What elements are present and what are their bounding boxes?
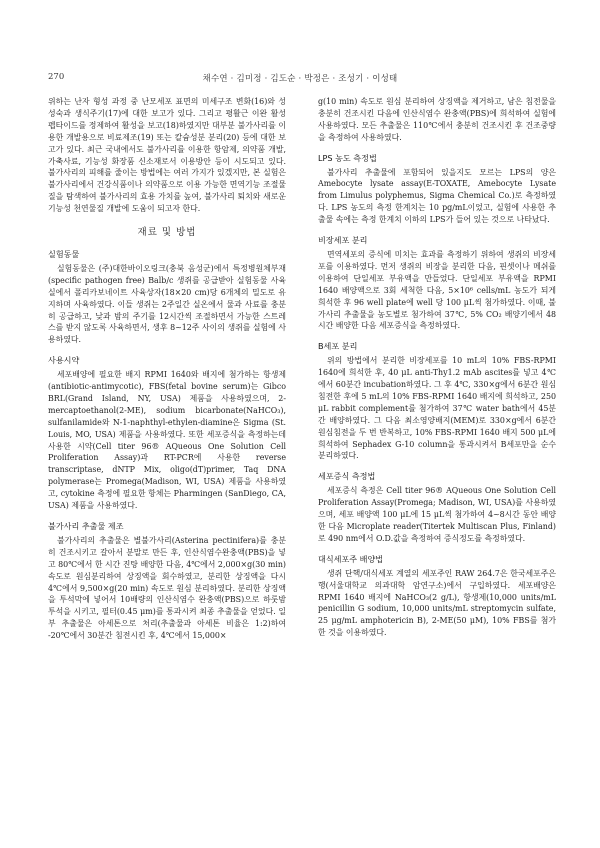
body-paragraph: 생쥐 단핵/대식세포 계열의 세포주인 RAW 264.7은 한국세포주은행(서울대학교 의과대학 암연구소)에서 구입하였다. 세포배양은 RPMI 1640 배지에 NaHCO₃(2 g/L), 항생제(10,000 units/mL penicillin G sodium, 10,000 units/mL streptomycin sulfate, 25 μg/mL amphotericin B), 2-ME(50 μM), 10% FBS를 첨가한 것을 이용하였다.	[318, 568, 556, 638]
body-paragraph: 면역세포의 증식에 미치는 효과를 측정하기 위하여 생쥐의 비장세포를 이용하였다. 먼저 생쥐의 비장을 분리한 다음, 핀셋이나 메쉬를 이용하여 단일세포 부유액을 만들었다. 단일세포 부유액을 RPMI 1640 배양액으로 3회 세척한 다음, 5×10⁶ cells/mL 농도가 되게 희석한 후 96 well plate에 well 당 100 μL씩 첨가하였다. 이때, 불가사리 추출물을 농도별로 첨가하여 37℃, 5% CO₂ 배양기에서 48시간 배양한 다음 세포증식을 측정하였다.	[318, 249, 556, 331]
section-title: 재료 및 방법	[137, 227, 197, 239]
subsection-heading: 비장세포 분리	[318, 235, 368, 246]
running-header	[48, 72, 552, 86]
subsection-heading: 대식세포주 배양법	[318, 553, 384, 564]
body-paragraph: 불가사리의 추출물은 별불가사리(Asterina pectinifera)를 충분히 건조시키고 갈아서 분말로 만든 후, 인산식염수완충액(PBS)을 넣고 80℃에서 한 시간 진탕 배양한 다음, 4℃에서 2,000×g(30 min) 속도로 원심분리하여 상징액을 회수하였고, 분리한 상징액을 다시 4℃에서 9,500×g(20 min) 속도로 원심 분리하였다. 분리한 상징액을 투석막에 넣어서 10배량의 인산식염수 완충액(PBS)으로 하룻밤 투석을 시키고, 필터(0.45 μm)를 통과시켜 최종 추출물을 얻었다. 일부 추출물은 아세톤으로 처리(추출물과 아세톤 비율은 1:2)하여 -20℃에서 30분간 침전시킨 후, 4℃에서 15,000×	[48, 535, 286, 641]
body-paragraph: 세포배양에 필요한 배지 RPMI 1640와 배지에 첨가하는 항생제(antibiotic-antimycotic), FBS(fetal bovine serum)는 Gibco BRL(Grand Island, NY, USA) 제품을 사용하였으며, 2-mercaptoethanol(2-ME), sodium bicarbonate(NaHCO₃), sulfanilamide와 N-1-naphthyl-ethylen-diamine은 Sigma (St. Louis, MO, USA) 제품을 사용하였다. 또한 세포증식을 측정하는데 사용한 시약(Cell titer 96® AQueous One Solution Cell Proliferation Assay)과 RT-PCR에 사용한 reverse transcriptase, dNTP Mix, oligo(dT)primer, Taq DNA polymerase는 Promega(Madison, WI, USA) 제품을 사용하였고, cytokine 측정에 필요한 항체는 Pharmingen (SanDiego, CA, USA) 제품을 사용하였다.	[48, 370, 286, 511]
right-column	[318, 96, 556, 639]
subsection-heading: 불가사리 추출물 제조	[48, 521, 124, 531]
body-paragraph: 위의 방법에서 분리한 비장세포를 10 mL의 10% FBS-RPMI 1640에 희석한 후, 40 μL anti-Thy1.2 mAb ascites를 넣고 4℃에서 60분간 incubation하였다. 그 후 4℃, 330×g에서 6분간 원심침전한 후에 5 mL의 10% FBS-RPMI 1640 배지에 희석하고, 250 μL rabbit complement를 첨가하여 37℃ water bath에서 45분간 배양하였다. 그 다음 최소영양배지(MEM)로 330×g에서 6분간 원심침전을 두 번 반복하고, 10% FBS-RPMI 1640 배지 500 μL에 희석하여 Sephadex G-10 column을 통과시켜서 B세포만을 순수 분리하였다.	[318, 356, 556, 461]
subsection-heading: 세포증식 측정법	[318, 471, 376, 482]
intro-paragraph: 위하는 난자 형성 과정 중 난모세포 표면의 미세구조 변화(16)와 성 성숙과 생식주기(17)에 대한 보고가 있다. 그리고 평활근 이완 활성 펩타이드를 정제하여 활성을 보고(18)하였지만 대부분 불가사리를 이용한 개발용으로 비료제조(19) 또는 칼슘성분 분리(20) 등에 대한 보고가 있다. 최근 국내에서도 불가사리를 이용한 항암제, 의약품 개발, 가축사료, 기능성 화장품 신소재로서 이용방안 등이 시도되고 있다. 불가사리의 피해를 줄이는 방법에는 여러 가지가 있겠지만, 본 실험은 불가사리에서 건강식품이나 의약품으로 이용 가능한 면역기능 조절물질을 탐색하여 불가사리의 효용 가치를 높여, 불가사리 퇴치와 새로운 기능성 천연물질 개발에 도움이 되고자 한다.	[48, 97, 286, 214]
subsection-heading: 사용시약	[48, 355, 80, 366]
body-paragraph: 불가사리 추출물에 포함되어 있을지도 모르는 LPS의 양은 Amebocyte lysate assay(E-TOXATE, Amebocyte Lysate from Limulus polyphemus, Sigma Chemical Co.)로 측정하였다. LPS 농도의 측정 한계치는 10 pg/mL이었고, 실험에 사용한 추출물 속에는 측정 한계치 이하의 LPS가 들어 있는 것으로 나타났다.	[318, 167, 556, 225]
subsection-heading: 실험동물	[48, 248, 80, 259]
left-column	[48, 96, 286, 642]
continued-paragraph: g(10 min) 속도로 원심 분리하여 상징액을 제거하고, 남은 침전물을 충분히 건조시킨 다음에 인산식염수 완충액(PBS)에 희석하여 실험에 사용하였다. 모든 추출물은 110℃에서 충분히 건조시킨 후 건조중량을 측정하여 사용하였다.	[318, 97, 556, 142]
subsection-heading: B세포 분리	[318, 341, 358, 352]
body-paragraph: 실험동물은 (주)대한바이오링크(충북 음성군)에서 특정병원체부재(specific pathogen free) Balb/c 생쥐를 공급받아 실험동물 사육실에서 폴리카보네이트 사육상자(18×20 cm)당 6개체의 밀도로 유지하며 사육하였다. 이들 생쥐는 2주일간 실온에서 물과 사료를 충분히 공급하고, 낮과 밤의 주기를 12시간씩 조절하면서 가능한 스트레스를 받지 않도록 사육하면서, 생후 8~12주 사이의 생쥐를 실험에 사용하였다.	[48, 263, 286, 345]
subsection-heading: LPS 농도 측정법	[318, 152, 377, 163]
page-number: 270	[48, 72, 65, 82]
body-paragraph: 세포증식 측정은 Cell titer 96® AQueous One Solution Cell Proliferation Assay(Promega; Madison, WI, USA)를 사용하였으며, 세포 배양액 100 μL에 15 μL씩 첨가하여 4~8시간 동안 배양한 다음 Microplate reader(Titertek Multiscan Plus, Finland)로 490 nm에서 O.D.값을 측정하여 증식정도를 측정하였다.	[318, 486, 556, 543]
author-list: 채수연 · 김미정 · 김도순 · 박정은 · 조성기 · 이성태	[202, 74, 398, 84]
